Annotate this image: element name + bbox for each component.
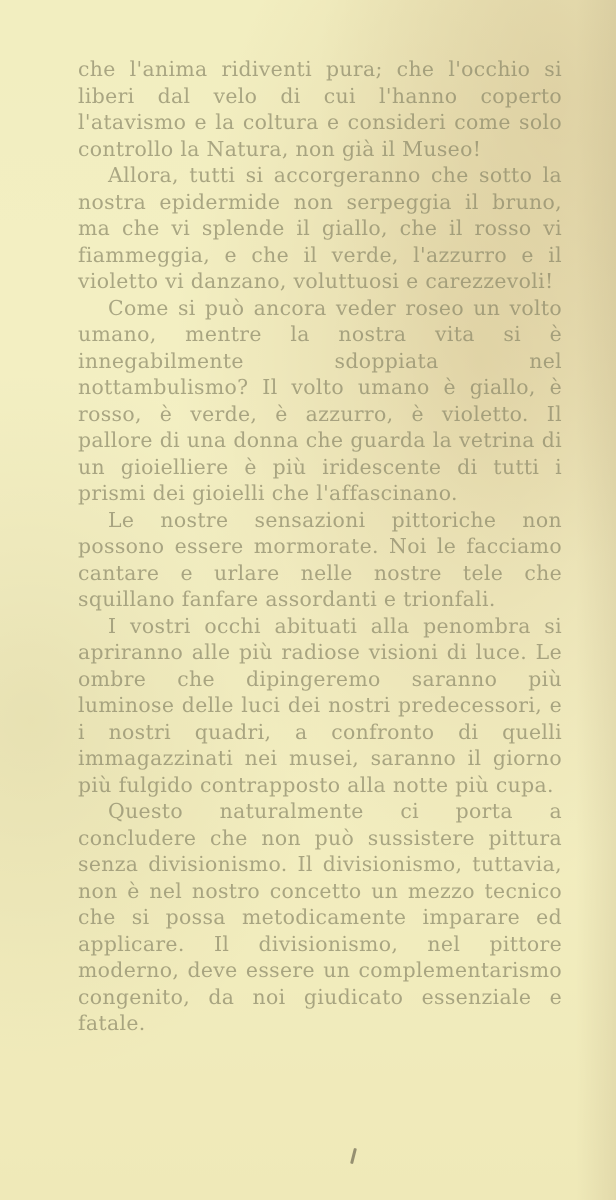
paragraph-4: Le nostre sensazioni pittoriche non possono essere mormorate. Noi le facciamo cantare e urlare nelle nostre tele che squillano fanfare assordanti e trionfali. xyxy=(78,507,562,611)
paragraph-1: che l'anima ridiventi pura; che l'occhio si liberi dal velo di cui l'hanno coperto l'atavismo e la coltura e consideri come solo controllo la Natura, non già il Museo! xyxy=(78,57,562,161)
paragraph-5: I vostri occhi abituati alla penombra si apriranno alle più radiose visioni di luce. Le ombre che dipingeremo saranno più luminose delle luci dei nostri predecessori, e i nostri quadri, a confronto di quelli immagazzinati nei musei, saranno il giorno più fulgido contrapposto alla notte più cupa. xyxy=(78,613,562,797)
paragraph-6: Questo naturalmente ci porta a concludere che non può sussistere pittura senza divisionismo. Il divisionismo, tuttavia, non è nel nostro concetto un mezzo tecnico che si possa metodicamente imparare ed applicare. Il divisionismo, nel pittore moderno, deve essere un complementarismo congenito, da noi giudicato essenziale e fatale. xyxy=(78,799,562,1035)
paragraph-2: Allora, tutti si accorgeranno che sotto la nostra epidermide non serpeggia il bruno, ma che vi splende il giallo, che il rosso vi fiammeggia, e che il verde, l'azzurro e il violetto vi danzano, voluttuosi e carezzevoli! xyxy=(78,163,562,293)
paragraph-3: Come si può ancora veder roseo un volto umano, mentre la nostra vita si è innegabilmente sdoppiata nel nottambulismo? Il volto umano è giallo, è rosso, è verde, è azzurro, è violetto. Il pallore di una donna che guarda la vetrina di un gioielliere è più iridescente di tutti i prismi dei gioielli che l'affascinano. xyxy=(78,295,562,505)
ink-mark xyxy=(350,1148,357,1164)
body-text xyxy=(78,56,562,1037)
page-edge-shadow xyxy=(576,0,616,1200)
